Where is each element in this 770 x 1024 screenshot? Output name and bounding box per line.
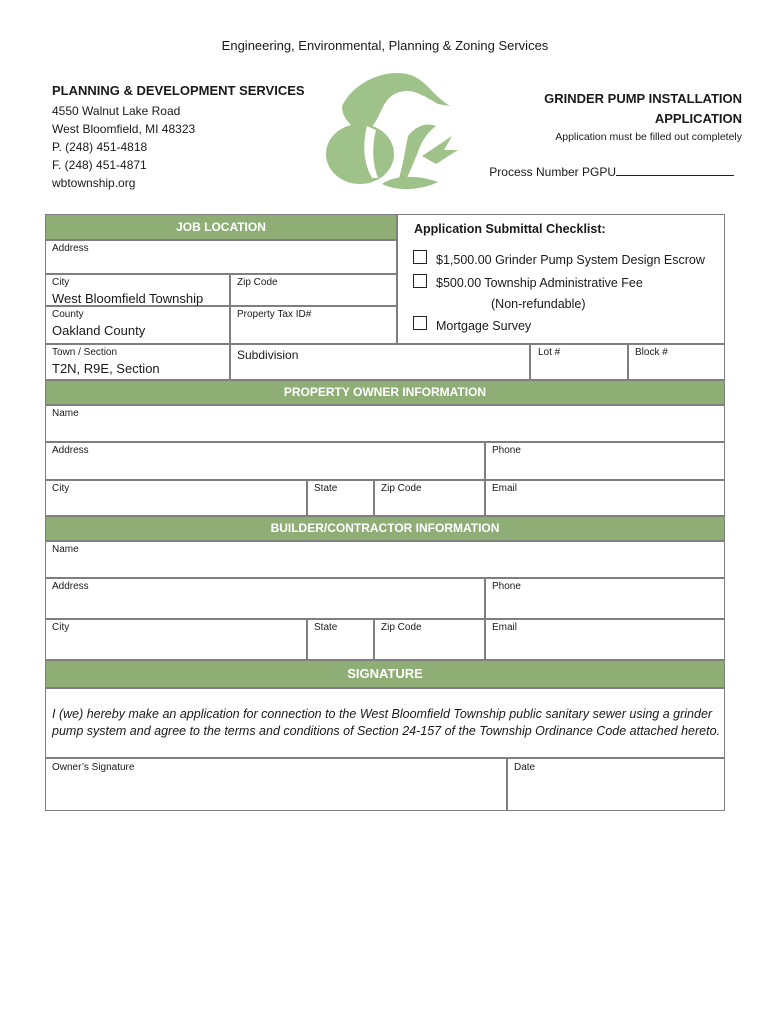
form-title-block xyxy=(544,89,742,143)
job-town-section-field[interactable] xyxy=(45,344,230,380)
builder-email-field[interactable] xyxy=(485,619,725,660)
phone-number: P. (248) 451-4818 xyxy=(52,140,148,154)
fax-number: F. (248) 451-4871 xyxy=(52,158,147,172)
form-title-line2: APPLICATION xyxy=(654,111,742,126)
checklist-title: Application Submittal Checklist: xyxy=(414,222,606,236)
owner-phone-label: Phone xyxy=(492,445,521,456)
job-tax-id-label: Property Tax ID# xyxy=(237,309,312,320)
process-number-field[interactable] xyxy=(616,163,734,176)
owner-phone-field[interactable] xyxy=(485,442,725,480)
owner-state-label: State xyxy=(314,483,338,494)
signature-heading: SIGNATURE xyxy=(45,660,725,688)
builder-city-field[interactable] xyxy=(45,619,307,660)
builder-zip-label: Zip Code xyxy=(381,622,422,633)
builder-city-label: City xyxy=(52,622,70,633)
owner-city-label: City xyxy=(52,483,70,494)
owner-email-label: Email xyxy=(492,483,518,494)
builder-address-field[interactable] xyxy=(45,578,485,619)
job-city-field[interactable] xyxy=(45,274,230,306)
job-county-field[interactable] xyxy=(45,306,230,344)
owner-signature-field[interactable] xyxy=(45,758,507,811)
job-city-value: West Bloomfield Township xyxy=(52,291,204,306)
job-block-label: Block # xyxy=(635,347,668,358)
builder-name-label: Name xyxy=(52,544,79,555)
builder-zip-field[interactable] xyxy=(374,619,485,660)
signature-date-field[interactable] xyxy=(507,758,725,811)
form-title-line1: GRINDER PUMP INSTALLATION xyxy=(544,91,742,106)
builder-heading: BUILDER/CONTRACTOR INFORMATION xyxy=(45,516,725,541)
org-name: PLANNING & DEVELOPMENT SERVICES xyxy=(52,83,305,98)
address-line1: 4550 Walnut Lake Road xyxy=(52,104,181,118)
address-line2: West Bloomfield, MI 48323 xyxy=(52,122,196,136)
job-county-value: Oakland County xyxy=(52,323,146,338)
org-contact-block xyxy=(52,82,305,192)
builder-state-field[interactable] xyxy=(307,619,374,660)
builder-phone-label: Phone xyxy=(492,581,521,592)
owner-state-field[interactable] xyxy=(307,480,374,516)
checklist-escrow-label: $1,500.00 Grinder Pump System Design Escrow xyxy=(436,253,705,267)
builder-name-field[interactable] xyxy=(45,541,725,578)
process-number-label: Process Number PGPU xyxy=(489,165,616,179)
job-city-label: City xyxy=(52,277,70,288)
job-block-field[interactable] xyxy=(628,344,725,380)
builder-state-label: State xyxy=(314,622,338,633)
checklist-escrow-checkbox[interactable] xyxy=(413,250,427,264)
job-tax-id-field[interactable] xyxy=(230,306,397,344)
owner-signature-label: Owner’s Signature xyxy=(52,762,135,773)
process-number xyxy=(489,163,734,179)
owner-zip-label: Zip Code xyxy=(381,483,422,494)
job-zip-label: Zip Code xyxy=(237,277,278,288)
job-subdivision-field[interactable] xyxy=(230,344,530,380)
job-county-label: County xyxy=(52,309,84,320)
owner-zip-field[interactable] xyxy=(374,480,485,516)
checklist-mortgage-survey-checkbox[interactable] xyxy=(413,316,427,330)
job-location-heading: JOB LOCATION xyxy=(45,214,397,240)
declaration-text: I (we) hereby make an application for connection to the West Bloomfield Township public sanitary sewer using a grinder pump system and agree to the terms and conditions of Section 24-157 of the Township Ordinance Code attached hereto. xyxy=(52,707,721,738)
form-subnote: Application must be filled out completely xyxy=(555,131,742,143)
owner-address-label: Address xyxy=(52,445,89,456)
job-address-field[interactable] xyxy=(45,240,397,274)
checklist-admin-fee-note: (Non-refundable) xyxy=(491,297,586,311)
job-lot-label: Lot # xyxy=(538,347,561,358)
checklist-mortgage-survey-label: Mortgage Survey xyxy=(436,319,532,333)
job-lot-field[interactable] xyxy=(530,344,628,380)
job-town-section-label: Town / Section xyxy=(52,347,118,358)
website-link[interactable]: wbtownship.org xyxy=(52,176,136,190)
owner-name-label: Name xyxy=(52,408,79,419)
builder-address-label: Address xyxy=(52,581,89,592)
job-town-section-value: T2N, R9E, Section xyxy=(52,361,160,376)
owner-name-field[interactable] xyxy=(45,405,725,442)
checklist-admin-fee-checkbox[interactable] xyxy=(413,274,427,288)
top-header: Engineering, Environmental, Planning & Zoning Services xyxy=(221,38,549,53)
owner-email-field[interactable] xyxy=(485,480,725,516)
owner-city-field[interactable] xyxy=(45,480,307,516)
owner-heading: PROPERTY OWNER INFORMATION xyxy=(45,380,725,405)
job-zip-field[interactable] xyxy=(230,274,397,306)
signature-date-label: Date xyxy=(514,762,536,773)
builder-email-label: Email xyxy=(492,622,518,633)
owner-address-field[interactable] xyxy=(45,442,485,480)
checklist-admin-fee-label: $500.00 Township Administrative Fee xyxy=(436,276,643,290)
job-subdivision-label: Subdivision xyxy=(237,348,299,362)
job-address-label: Address xyxy=(52,243,89,254)
heron-logo-icon xyxy=(312,66,462,196)
builder-phone-field[interactable] xyxy=(485,578,725,619)
